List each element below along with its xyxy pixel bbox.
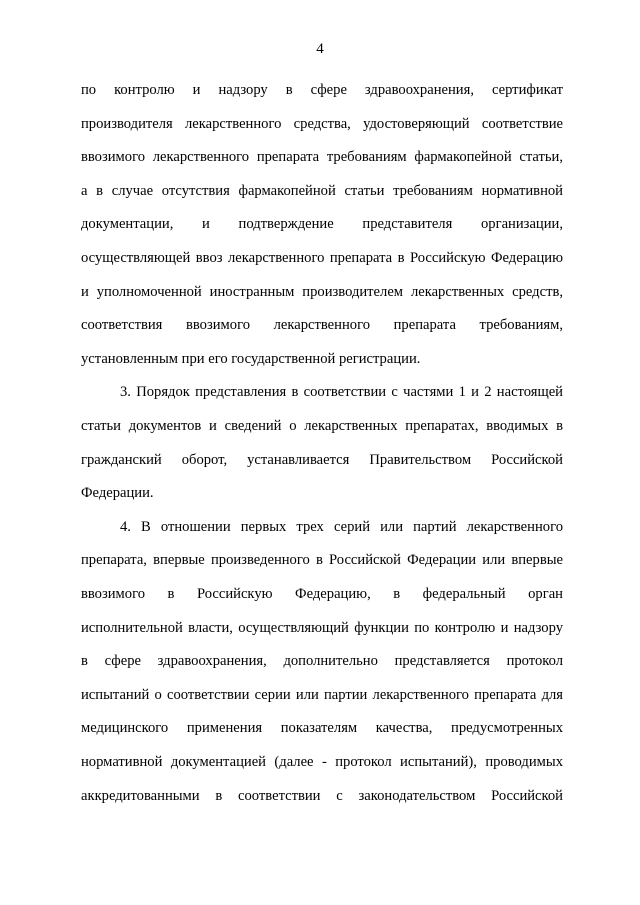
text-line: в сфере здравоохранения, дополнительно представляется протокол [81, 653, 563, 670]
text-line: аккредитованными в соответствии с законодательством Российской [81, 787, 563, 804]
page-number: 4 [316, 41, 324, 57]
text-line: ввозимого в Российскую Федерацию, в федеральный орган [81, 586, 563, 602]
text-line: гражданский оборот, устанавливается Правительством Российской [81, 451, 563, 468]
text-line: и уполномоченной иностранным производителем лекарственных средств, [81, 283, 563, 300]
text-line: нормативной документацией (далее - протокол испытаний), проводимых [81, 754, 563, 770]
text-line: испытаний о соответствии серии или партии лекарственного препарата для [81, 686, 563, 703]
text-line: а в случае отсутствия фармакопейной статьи требованиям нормативной [81, 182, 563, 199]
text-line: установленным при его государственной регистрации. [81, 350, 421, 367]
text-line: по контролю и надзору в сфере здравоохранения, сертификат [81, 82, 563, 98]
text-line: препарата, впервые произведенного в Российской Федерации или впервые [81, 552, 563, 569]
text-line: 4. В отношении первых трех серий или партий лекарственного [120, 518, 563, 535]
text-line: 3. Порядок представления в соответствии с частями 1 и 2 настоящей [120, 384, 563, 401]
text-line: исполнительной власти, осуществляющий функции по контролю и надзору [81, 619, 563, 636]
text-line: ввозимого лекарственного препарата требованиям фармакопейной статьи, [81, 149, 563, 166]
text-line: Федерации. [81, 485, 154, 502]
text-line: медицинского применения показателям качества, предусмотренных [81, 720, 563, 737]
text-line: производителя лекарственного средства, удостоверяющий соответствие [81, 115, 563, 132]
text-line: соответствия ввозимого лекарственного препарата требованиям, [81, 317, 563, 334]
text-line: документации, и подтверждение представителя организации, [81, 216, 563, 233]
text-line: осуществляющей ввоз лекарственного препарата в Российскую Федерацию [81, 250, 563, 266]
text-line: статьи документов и сведений о лекарственных препаратах, вводимых в [81, 418, 563, 434]
